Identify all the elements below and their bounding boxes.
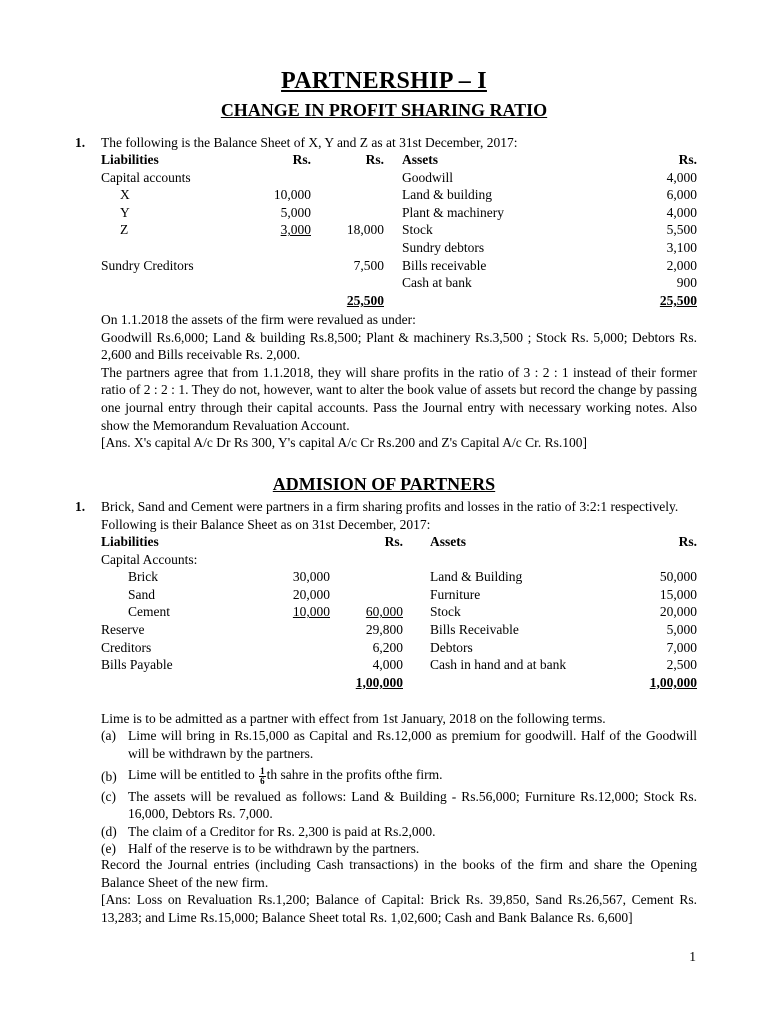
- col-liabilities: Liabilities: [101, 152, 159, 167]
- intro-line: Following is their Balance Sheet as on 31st December, 2017:: [101, 516, 431, 532]
- item-text: Lime will be entitled to: [128, 767, 259, 783]
- liability-total: 29,800: [365, 621, 403, 637]
- asset-label: Cash at bank: [402, 275, 472, 291]
- table-row: [101, 551, 697, 569]
- liability-total: 60,000: [365, 604, 403, 620]
- liability-label: Capital accounts: [101, 169, 191, 185]
- balance-sheet-header: [101, 151, 697, 169]
- table-row: [101, 639, 697, 657]
- terms-list: [101, 727, 697, 858]
- table-row: [101, 586, 697, 604]
- liability-label: Y: [120, 204, 130, 220]
- list-item: [101, 762, 697, 787]
- asset-value: 50,000: [659, 569, 697, 585]
- table-row: [101, 239, 697, 257]
- table-row: [101, 274, 697, 292]
- liability-label: Capital Accounts:: [101, 551, 198, 567]
- paragraph: On 1.1.2018 the assets of the firm were revalued as under:: [101, 312, 416, 327]
- liability-value: 20,000: [292, 586, 330, 602]
- liability-value: 30,000: [292, 569, 330, 585]
- asset-value: 2,500: [666, 657, 697, 673]
- item-text: Half of the reserve is to be withdrawn by the partners.: [128, 841, 420, 857]
- paragraph: Goodwill Rs.6,000; Land & building Rs.8,500; Plant & machinery Rs.3,500 ; Stock Rs. 5,000; Debtors Rs. 2,600 and Bills receivable Rs. 2,000.: [101, 329, 697, 363]
- paragraph: Record the Journal entries (including Cash transactions) in the books of the firm and share the Opening Balance Sheet of the new firm.: [101, 857, 697, 890]
- col-rs-total: Rs.: [365, 152, 384, 167]
- list-item: [101, 727, 697, 762]
- col-assets: Assets: [402, 152, 438, 167]
- col-liabilities: Liabilities: [101, 534, 159, 549]
- item-label: (a): [101, 728, 116, 743]
- item-label: (c): [101, 788, 116, 804]
- total-liabilities: 1,00,000: [355, 674, 403, 690]
- table-row: [101, 621, 697, 639]
- item-text: Lime will bring in Rs.15,000 as Capital and Rs.12,000 as premium for goodwill. Half of the Goodwill will be withdrawn by the partners.: [128, 728, 697, 761]
- item-text: The assets will be revalued as follows: Land & Building - Rs.56,000; Furniture Rs.12,000; Stock Rs. 16,000, Debtors Rs. 7,000.: [128, 788, 697, 822]
- balance-sheet-header: [101, 533, 697, 551]
- answer-text: [Ans. X's capital A/c Dr Rs 300, Y's capital A/c Cr Rs.200 and Z's Capital A/c Cr. Rs.100]: [101, 435, 587, 451]
- asset-label: Bills receivable: [402, 257, 487, 273]
- answer-text: [Ans: Loss on Revaluation Rs.1,200; Balance of Capital: Brick Rs. 39,850, Sand Rs.26,567, Cement Rs. 13,283; and Lime Rs.15,000; Balance Sheet total Rs. 1,02,600; Cash and Bank Balance Rs. 6,600]: [101, 892, 697, 925]
- question-number: 1.: [75, 135, 86, 150]
- balance-sheet-brick-sand-cement: [101, 533, 697, 691]
- liability-label: X: [120, 187, 130, 203]
- question-intro: The following is the Balance Sheet of X, Y and Z as at 31st December, 2017:: [101, 135, 518, 150]
- liability-total: 6,200: [372, 639, 403, 655]
- table-row: [101, 221, 697, 239]
- asset-value: 20,000: [659, 604, 697, 620]
- section-title-admission: ADMISION OF PARTNERS: [272, 474, 496, 494]
- table-row: [101, 568, 697, 586]
- item-text: The claim of a Creditor for Rs. 2,300 is paid at Rs.2,000.: [128, 823, 436, 839]
- section-title-profit-ratio: CHANGE IN PROFIT SHARING RATIO: [220, 100, 548, 120]
- fraction-denominator: 6: [260, 775, 265, 786]
- item-label: (b): [101, 769, 117, 785]
- asset-value: 6,000: [666, 187, 697, 203]
- table-row: [101, 186, 697, 204]
- liability-total: 18,000: [346, 222, 384, 238]
- col-assets: Assets: [430, 534, 466, 549]
- col-rs-partner: Rs.: [292, 152, 311, 167]
- table-row: [101, 257, 697, 275]
- liability-label: Cement: [128, 604, 170, 620]
- liability-label: Sand: [128, 586, 155, 602]
- liability-value: 10,000: [292, 604, 330, 620]
- paragraph: The partners agree that from 1.1.2018, they will share profits in the ratio of 3 : 2 : 1 instead of their former ratio of 2 : 2 : 1. They do not, however, want to alter the book value of assets but record the change by passing one journal entry through their capital accounts. Pass the Journal entry with necessary working notes. Also show the Memorandum Revaluation Account.: [101, 364, 697, 433]
- asset-value: 3,100: [666, 239, 697, 255]
- liability-total: 7,500: [353, 257, 384, 273]
- asset-label: Bills Receivable: [430, 621, 519, 637]
- total-assets: 1,00,000: [649, 674, 697, 690]
- asset-value: 15,000: [659, 586, 697, 602]
- table-row: [101, 204, 697, 222]
- page-title: PARTNERSHIP – I: [281, 68, 487, 94]
- table-row: [101, 603, 697, 621]
- asset-label: Sundry debtors: [402, 239, 485, 255]
- total-assets: 25,500: [659, 292, 697, 308]
- list-item: [101, 788, 697, 823]
- question-intro: [101, 498, 697, 533]
- fraction-numerator: 1: [260, 765, 265, 776]
- liability-label: Sundry Creditors: [101, 257, 194, 273]
- liability-value: 10,000: [273, 187, 311, 203]
- balance-sheet-xyz: [101, 151, 697, 309]
- asset-value: 7,000: [666, 639, 697, 655]
- asset-label: Stock: [402, 222, 433, 238]
- liability-label: Reserve: [101, 621, 145, 637]
- asset-label: Goodwill: [402, 169, 454, 185]
- asset-value: 4,000: [666, 169, 697, 185]
- col-rs-total: Rs.: [384, 534, 403, 549]
- intro-line: Brick, Sand and Cement were partners in a firm sharing profits and losses in the ratio of 3:2:1 respectively.: [101, 499, 679, 514]
- terms-intro: Lime is to be admitted as a partner with effect from 1st January, 2018 on the following terms.: [101, 711, 606, 726]
- item-text: th sahre in the profits ofthe firm.: [266, 767, 443, 783]
- col-rs-assets: Rs.: [678, 152, 697, 167]
- item-label: (d): [101, 823, 117, 839]
- question-body: [101, 311, 697, 452]
- asset-label: Plant & machinery: [402, 204, 504, 220]
- asset-value: 2,000: [666, 257, 697, 273]
- liability-label: Creditors: [101, 639, 152, 655]
- asset-label: Land & building: [402, 187, 492, 203]
- fraction: [259, 767, 266, 786]
- liability-total: 4,000: [372, 657, 403, 673]
- total-liabilities: 25,500: [346, 292, 384, 308]
- table-row: [101, 656, 697, 674]
- question-closing: [101, 856, 697, 926]
- page-number: 1: [689, 949, 696, 964]
- question-number: 1.: [75, 499, 86, 514]
- asset-value: 900: [676, 275, 697, 291]
- asset-label: Debtors: [430, 639, 473, 655]
- item-label: (e): [101, 841, 116, 857]
- liability-value: 5,000: [280, 204, 311, 220]
- asset-label: Stock: [430, 604, 461, 620]
- asset-value: 5,000: [666, 621, 697, 637]
- asset-value: 5,500: [666, 222, 697, 238]
- balance-sheet-total: [101, 674, 697, 692]
- asset-value: 4,000: [666, 204, 697, 220]
- liability-label: Bills Payable: [101, 657, 173, 673]
- liability-label: Brick: [128, 569, 158, 585]
- asset-label: Cash in hand and at bank: [430, 657, 567, 673]
- asset-label: Furniture: [430, 586, 481, 602]
- asset-label: Land & Building: [430, 569, 523, 585]
- liability-label: Z: [120, 222, 129, 238]
- balance-sheet-total: [101, 292, 697, 310]
- col-rs-assets: Rs.: [678, 534, 697, 549]
- liability-value: 3,000: [280, 222, 311, 238]
- list-item: [101, 823, 697, 841]
- table-row: [101, 169, 697, 187]
